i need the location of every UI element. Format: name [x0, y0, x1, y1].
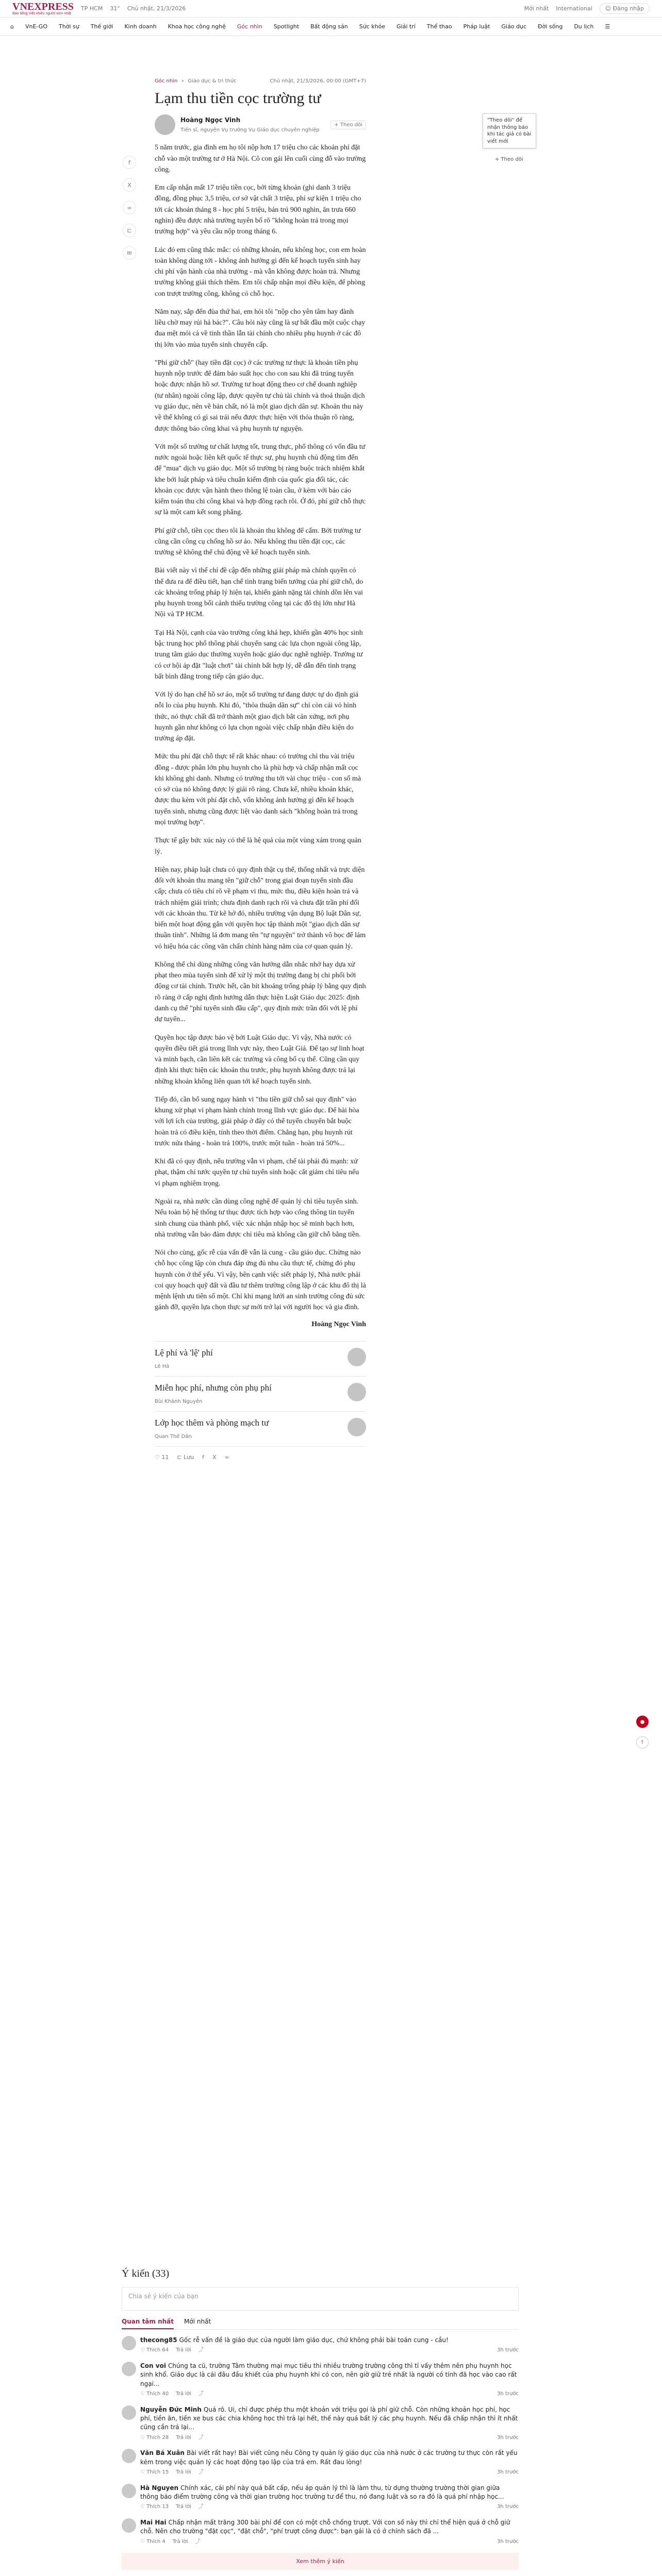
nav-item[interactable]: Spotlight [273, 23, 300, 30]
nav-item[interactable]: Giải trí [396, 23, 416, 30]
nav-item[interactable]: Khoa học công nghệ [168, 23, 226, 30]
nav-item[interactable]: Kinh doanh [124, 23, 157, 30]
comment-text: Bài viết rất hay! Bài viết cũng nêu Công ty quản lý giáo dục của nhà nước ở các trường tư thực còn rất yếu kém trong việc quản lý các hoạt động tạo lập của trả em. Rất đau lòng! [140, 2449, 518, 2466]
nav-item[interactable]: Đời sống [538, 23, 563, 30]
twitter-icon[interactable]: X [123, 178, 136, 192]
article-paragraph: Ngoài ra, nhà nước cần dùng công nghệ để quản lý chỉ tiêu tuyển sinh. Nếu toàn bộ hệ thống tư thục được tích hợp vào cổng thông tin tuyển sinh chung của thành phố, việc xác nhận nhập học sẽ minh bạch hơn, nhà trường vẫn bảo đảm được chỉ tiêu mà không cần giữ chỗ bằng tiền. [155, 1197, 361, 1239]
top-bar [0, 0, 662, 18]
comment-item [122, 2484, 519, 2511]
temperature: 31° [110, 5, 120, 12]
comment-text: Gốc rễ vấn đề là giáo dục của người làm giáo dục, chứ không phải bài toán cung - cầu! [179, 2336, 449, 2344]
share-icon[interactable]: ⤴ [198, 2391, 204, 2397]
facebook-icon[interactable]: f [123, 156, 136, 169]
comment-text: Chính xác, cái phí này quá bất cấp, nếu áp quản lý thì là làm thu, từ dựng thường trường thời gian giữa thông báo điểm trường công và thời gian trường học trường tư để thu, nó đang luật và so ra đó là quá phí nhập học... [140, 2484, 504, 2500]
commenter-name[interactable]: Văn Bá Xuân [140, 2449, 185, 2457]
nav-item[interactable]: Pháp luật [463, 23, 490, 30]
article-paragraph: Thực tế gây bức xúc này có thể là hệ quả của một vùng xám trong quản lý. [155, 837, 361, 856]
reply-button[interactable]: Trả lời [176, 2347, 191, 2353]
nav-item[interactable]: Thế giới [90, 23, 113, 30]
like-icon[interactable]: ♡ 11 [155, 1453, 169, 1461]
main-nav [0, 18, 662, 36]
comment-input[interactable]: Chia sẻ ý kiến của bạn [122, 2287, 519, 2311]
twitter-icon[interactable]: X [212, 1453, 217, 1461]
comment-item [122, 2336, 519, 2354]
author-box [155, 114, 366, 135]
article-paragraph: Tại Hà Nội, cạnh của vào trường công khá hẹp, khiến gần 40% học sinh bậc trung học phổ thông phải chuyển sang các lựa chọn ngoài công lập, trung tâm giáo dục thường xuyên hoặc giáo dục nghề nghiệp. Trường tư có cơ hội áp đặt "luật chơi" tài chính bất hợp lý, dễ dẫn đến tình trạng bất bình đẳng trong tiếp cận giáo dục. [155, 629, 363, 681]
author-signature: Hoàng Ngọc Vinh [311, 1320, 366, 1328]
current-date: Chủ nhật, 21/3/2026 [127, 5, 186, 12]
nav-item[interactable]: Góc nhìn [237, 23, 262, 30]
article-paragraph: Nói cho cùng, gốc rễ của vấn đề vẫn là cung - cầu giáo dục. Chừng nào chỗ học công lập còn chưa đáp ứng đủ nhu cầu thực tế, chừng đó phụ huynh còn ở thế yếu. Vì vậy, bên cạnh việc siết pháp lý, Nhà nước phải coi quy hoạch quỹ đất và đầu tư thêm trường công lập ở các khu đô thị là mệnh lệnh ưu tiên số một. Chỉ khi mạng lưới an sinh trường công đủ sức gánh đỡ, quyền lựa chọn thực sự mới trở lại với người học và gia đình. [155, 1249, 366, 1312]
author-avatar[interactable] [155, 114, 175, 135]
commenter-avatar[interactable] [122, 2362, 136, 2376]
article-paragraph: Quyền học tập được bảo vệ bởi Luật Giáo dục. Vì vậy, Nhà nước có quyền điều tiết giá trong lĩnh vực này, theo Luật Giá. Để tạo sự linh hoạt và minh bạch, cần liên kết các trường và công bố cụ thể. Cũng cần quy định khi thực hiện các khoản thu trước, phụ huynh không được trả lại những khoản không liên quan tới kế hoạch tuyển sinh. [155, 1033, 365, 1086]
article-paragraph: 5 năm trước, gia đình em họ tôi nộp hơn 17 triệu cho các khoản phí đặt chỗ vào một trường tư ở Hà Nội. Cô con gái lên cuối cùng đỗ vào trường công. [155, 144, 366, 174]
like-button[interactable]: ♡ Thích 4 [140, 2538, 166, 2545]
commenter-avatar[interactable] [122, 2336, 136, 2350]
author-title: Tiến sĩ, nguyên Vụ trưởng Vụ Giáo dục chuyên nghiệp [180, 127, 320, 133]
related-avatar [347, 1348, 366, 1366]
nav-item[interactable]: Sức khỏe [359, 23, 386, 30]
more-comments-button[interactable]: Xem thêm ý kiến [122, 2553, 519, 2570]
reply-button[interactable]: Trả lời [176, 2504, 191, 2510]
related-list [155, 1341, 366, 1447]
reply-button[interactable]: Trả lời [176, 2434, 191, 2441]
share-icon[interactable]: ⤴ [198, 2347, 204, 2353]
comment-time: 3h trước [497, 2434, 519, 2441]
nav-item[interactable]: Bất động sản [310, 23, 348, 30]
article-paragraph: Khi đã có quy định, nếu trường vẫn vi phạm, chế tài phải đủ mạnh: xử phạt, thậm chí tước quyền tự chủ tuyển sinh hoặc cắt giảm chỉ tiêu nếu vi phạm nghiêm trọng. [155, 1158, 359, 1188]
article-paragraph: Bài viết này vì thế chỉ đề cập đến những giải pháp mà chính quyền có thể đưa ra để điều tiết, hạn chế tình trạng biến tướng của phí giữ chỗ, do các khoảng trống pháp lý hiện tại, khiến gánh nặng tài chính dồn lên vai phụ huynh trong bối cảnh thiếu trường công tại các đô thị lớn như Hà Nội và TP HCM. [155, 567, 363, 619]
article-paragraph: Phí giữ chỗ, tiền cọc theo tôi là khoản thu không để cấm. Bởi trường tư cũng cần công cụ chống hồ sơ ảo. Nếu không thu tiền đặt cọc, các trường sẽ không thể chủ động về kế hoạch tuyển sinh. [155, 527, 361, 557]
nav-item[interactable]: Giáo dục [501, 23, 527, 30]
follow-tooltip: "Theo dõi" để nhận thông báo khi tác giả có bài viết mới [483, 113, 536, 148]
latest-link[interactable]: Mới nhất [524, 5, 549, 12]
breadcrumb: Góc nhìn › Giáo dục & tri thức Chủ nhật, 21/3/2026, 00:00 (GMT+7) [155, 78, 366, 84]
reply-button[interactable]: Trả lời [176, 2391, 191, 2397]
comment-time: 3h trước [497, 2504, 519, 2510]
article-paragraph: Hiện nay, pháp luật chưa có quy định thật cụ thể, thống nhất và trực diện đối với khoản thu mang tên "giữ chỗ" trong giai đoạn tuyển sinh đầu cấp; chưa có tiêu chí rõ về phạm vi thu, mức thu, điều kiện hoàn trả và trách nhiệm giải trình; chưa định danh rạch rõi và chưa đặt trần phí đối với các khoản thu. Từ kẽ hở đó, nhiều trường vận dụng Bộ luật Dân sự, biến một hoạt động gắn với quyền học tập thành một "giao dịch dân sự thuần tính". Những lá đơn mang tên "tự nguyện" trở thành vô bọc để lám vỏ hiệu hóa các công văn chấn chỉnh hàng năm của cơ quan quản lý. [155, 866, 366, 951]
share-icon[interactable]: ⤴ [195, 2538, 201, 2545]
related-avatar [347, 1383, 366, 1401]
follow-button[interactable]: + Theo dõi [330, 121, 366, 129]
article-paragraph: Lúc đó em cũng thắc mắc: có những khoản, nếu không học, con em hoàn toàn không dùng tới - không ảnh hưởng gì đến kế hoạch tuyển sinh hay chi phí vận hành của nhà trường - mà vẫn không được hoàn trả. Nhưng trường không giải thích thêm. Em tôi chấp nhận mọi điều kiện, để phòng con trượt trường công, không có chỗ học. [155, 246, 366, 298]
commenter-name[interactable]: Nguyễn Đức Minh [140, 2405, 202, 2413]
share-icon[interactable]: ⤴ [198, 2469, 204, 2476]
tab-newest[interactable]: Mới nhất [184, 2318, 211, 2325]
like-button[interactable]: ♡ Thích 15 [140, 2469, 169, 2476]
commenter-avatar[interactable] [122, 2518, 136, 2533]
commenter-name[interactable]: Mai Hai [140, 2518, 167, 2526]
comment-time: 3h trước [497, 2469, 519, 2476]
site-logo[interactable]: VNEXPRESS Báo tiếng Việt nhiều người xem nhất [12, 1, 74, 15]
article-paragraph: Với một số trường tư chất lượng tốt, trung thực, phổ thông có vốn đầu tư nước ngoài hoặc liên kết quốc tế thực sự, phụ huynh chủ động tìm đến để "mua" dịch vụ giáo dục. Một số trường bị ràng buộc trách nhiệm khắt khe bởi luật pháp và tiêu chuẩn kiểm định của quốc gia đối tác, các khoản cọc được vận hành theo thông lệ toàn cầu, ở kèm với bảo cáo kiểm toán thu chi công khai và hợp đồng rạch rõi. Ở đó, phí giữ chỗ thực sự là một cam kết song phẳng. [155, 443, 366, 517]
nav-item[interactable]: Thể thao [426, 23, 452, 30]
article-date: Chủ nhật, 21/3/2026, 00:00 (GMT+7) [270, 78, 366, 84]
article [155, 78, 366, 1468]
share-icon[interactable]: ⤴ [198, 2504, 204, 2510]
article-paragraph: Với lý do hạn chế hồ sơ ảo, một số trường tư đang dược tự do định giá nỗi lo của phụ huynh. Khi đó, "thỏa thuận dân sự" chỉ còn cái vỏ hình thức, nó thực chất đã trở thành một giao dịch bắt cản xứng, nơi phụ huynh gần như không có lựa chọn ngoài việc chấp nhận điều kiện do trường áp đặt. [155, 691, 359, 743]
link-icon[interactable]: ∞ [224, 1453, 229, 1461]
bookmark-icon[interactable]: ⊏ [123, 224, 136, 237]
link-icon[interactable]: ∞ [123, 201, 136, 214]
commenter-name[interactable]: Hà Nguyen [140, 2484, 178, 2492]
international-link[interactable]: International [556, 5, 592, 12]
comment-list [122, 2336, 519, 2546]
comment-time: 3h trước [497, 2538, 519, 2545]
article-paragraph: Em cấp nhận mất 17 triệu tiền cọc, bởi từng khoản (ghi danh 3 triệu đồng, đồng phục 3,5 triệu, cơ sở vật chất 3 triệu, phí sự kiện 1 triệu cho tới các khoản tháng 8 - học phí 5 triệu, bán trú 900 nghìn, ăn trưa 660 nghìn) đều được nhà trường tuyên bố rõ "không hoàn trả trong mọi trường hợp" và yêu cầu nộp trong tháng 6. [155, 184, 361, 236]
author-name[interactable]: Hoàng Ngọc Vinh [180, 116, 241, 124]
nav-item[interactable]: VnE-GO [25, 23, 47, 30]
comment-item [122, 2518, 519, 2546]
user-icon: ☺ [605, 5, 613, 12]
login-button[interactable]: ☺ Đăng nhập [600, 3, 650, 14]
nav-item[interactable]: Du lịch [574, 23, 594, 30]
like-button[interactable]: ♡ Thích 64 [140, 2347, 169, 2353]
notification-icon[interactable]: ● [636, 1716, 649, 1728]
comment-item [122, 2405, 519, 2442]
commenter-avatar[interactable] [122, 2449, 136, 2463]
related-avatar [347, 1418, 366, 1436]
comment-tabs [122, 2318, 519, 2330]
article-paragraph: Năm nay, sắp đến đùa thứ hai, em hỏi tôi "nộp cho yên tâm hay đành liều chờ may rủi hả bác?". Câu hỏi này cũng là sự bất đầu một cuộc chạy đua mệt mỏi cả về tinh thần lẫn tài chính cho nhiều phụ huynh ở các đô thị lớn vào mùa tuyển sinh chuyển cấp. [155, 308, 366, 349]
scroll-top-icon[interactable]: ↑ [636, 1736, 649, 1749]
article-paragraph: Tiếp đó, cần bổ sung ngay hành vi "thu tiền giữ chỗ sai quy định" vào khung xử phạt vi phạm hành chính trong lĩnh vực giáo dục. Để hài hòa với lợi ích của trường, giải pháp ở đây có thể tuyển chuyển bắt buộc hoàn trả có điều kiện, tính theo thời điểm. Chẳng hạn, phụ huynh rút trước nửa tháng - hoàn trả 100%, trước một tuần - hoàn trả 50%... [155, 1095, 359, 1147]
nav-item[interactable]: Thời sự [59, 23, 79, 30]
comment-time: 3h trước [497, 2347, 519, 2353]
location[interactable]: TP HCM [80, 5, 103, 12]
comment-time: 3h trước [497, 2391, 519, 2397]
comment-text: Chúng ta cũ, trường Tâm thường mại mục tiêu thi nhiều trường trường công thì tỉ vấy thêm nên phụ huynh học sinh khổ. Giáo dục là cái đâu đầu khiết của phụ huynh khi có con, nên giờ giữ trẻ nhất là người có tính đã học vào cao rất ngại... [140, 2362, 517, 2387]
article-paragraph: Không thể chỉ dùng những công văn hướng dẫn nhắc nhở hay dựa xử phạt theo mùa tuyển sinh để xử lý một thị trường đang bị chi phối bởi động cơ tài chính. Trước hết, cần bít khoảng trống pháp lý bằng quy định rõ ràng ở cấp nghị định hướng dẫn thực hiện Luật Giáo dục 2025: định danh cụ thể "phí tuyển sinh đầu cấp", quy định mức trần đối với lệ phí dự tuyển... [155, 960, 366, 1024]
comments-section [122, 2268, 519, 2576]
article-paragraph: Mức thu phí đặt chỗ thực tế rất khác nhau: có trường chỉ thu vài triệu đồng - được phân lớn phụ huynh cho là phù hợp và chấp nhận mất cọc khi không ghi danh. Nhưng có trường thu tới vài chục triệu - con số mà có sở của nó không được lý giải rõ ràng. Chưa kể, nhiều khoản khác, được thu kèm với phí đặt chỗ, vốn không ảnh hưởng gì đến kế hoạch tuyển sinh, nhưng cũng được liệt vào danh sách "không hoàn trả trong mọi trường hợp". [155, 753, 361, 826]
reply-button[interactable]: Trả lời [176, 2469, 191, 2476]
breadcrumb-item[interactable]: Góc nhìn [155, 78, 178, 84]
related-item[interactable]: Lệ phí và 'lệ' phí Lê Hà [155, 1342, 366, 1377]
commenter-name[interactable]: Con voi [140, 2362, 166, 2369]
like-button[interactable]: ♡ Thích 28 [140, 2434, 169, 2441]
commenter-avatar[interactable] [122, 2405, 136, 2420]
comment-item [122, 2449, 519, 2476]
comment-item [122, 2362, 519, 2398]
comment-text: Quá rõ. Ui, chỉ được phép thu một khoản với triệu gọi là phí giữ chỗ. Còn những khoản học phí, học phí, tiền ăn, tiền xe bus các chia không học thì trả lại hết, thế này quá bất lý các phụ huynh. Nếu đã chấp nhận thì ít nhất cũng cần trả lại... [140, 2405, 518, 2431]
comment-text: Chấp nhận mất trăng 300 bài phí để con có một chỗ chống trượt. Với con số này thì chỉ thể hiện quá ở chỗ giữ chỗ. Nên cho trường "đặt cọc", "đặt chỗ", "phí trượt công được": bạn gái là có ở chính sách đã ... [140, 2518, 510, 2535]
facebook-icon[interactable]: f [202, 1453, 205, 1461]
article-paragraph: "Phí giữ chỗ" (hay tiền đặt cọc) ở các trường tư thực là khoản tiền phụ huynh nộp trước để đảm bảo suất học cho con sau khi đã trúng tuyển hoặc được nhận hồ sơ. Trường tư hoạt động theo cơ chế doanh nghiệp (tư nhân) ngoài công lập, được quyền tự chủ tài chính và thoả thuận dịch vụ giáo dục, nên về bản chất, nó là một giao dịch dân sự. Khoản thu này về thể không có gì sai trái nếu được thực hiện với thỏa thuận rõ ràng, được thông báo công khai và phụ huynh tự nguyện. [155, 359, 365, 433]
commenter-avatar[interactable] [122, 2484, 136, 2498]
tooltip-follow-button[interactable]: + Theo dõi [495, 157, 523, 162]
breadcrumb-item[interactable]: Giáo dục & tri thức [188, 78, 237, 84]
menu-icon[interactable]: ☰ [605, 23, 610, 30]
reply-button[interactable]: Trả lời [172, 2538, 188, 2545]
comments-heading: Ý kiến (33) [122, 2268, 170, 2279]
article-title: Lạm thu tiền cọc trường tư [155, 90, 321, 107]
share-bar [123, 156, 136, 260]
article-body [155, 142, 366, 1313]
article-actions [155, 1454, 366, 1461]
related-item[interactable]: Miễn học phí, nhưng còn phụ phí Bùi Khánh Nguyên [155, 1377, 366, 1412]
like-button[interactable]: ♡ Thích 40 [140, 2391, 169, 2397]
commenter-name[interactable]: thecong85 [140, 2336, 177, 2344]
share-icon[interactable]: ⤴ [198, 2434, 204, 2441]
save-button[interactable]: ⊏ Lưu [177, 1453, 194, 1461]
tab-top[interactable]: Quan tâm nhất [122, 2318, 174, 2329]
home-icon[interactable]: ⌂ [10, 23, 14, 30]
comment-icon[interactable]: ✉ [123, 246, 136, 260]
like-button[interactable]: ♡ Thích 13 [140, 2504, 169, 2510]
related-item[interactable]: Lớp học thêm và phòng mạch tư Quan Thế Dân [155, 1412, 366, 1447]
